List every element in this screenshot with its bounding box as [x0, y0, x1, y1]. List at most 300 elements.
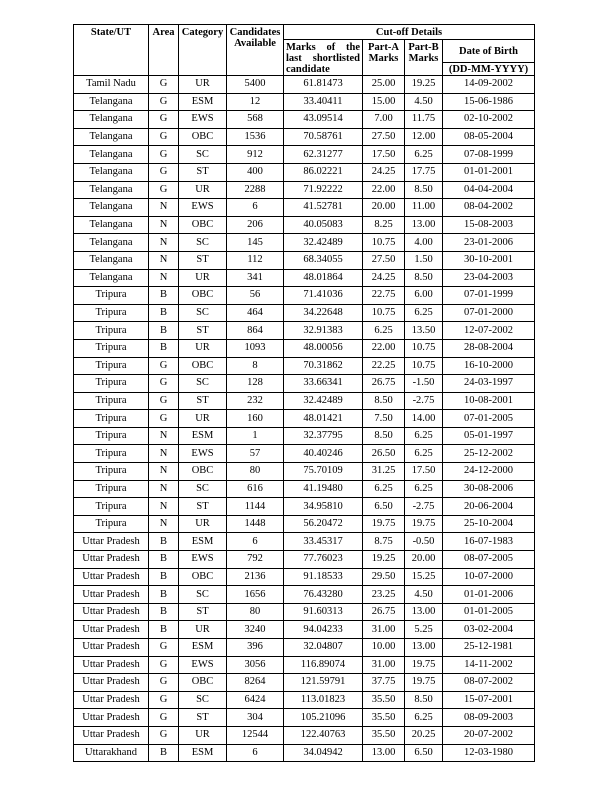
- dob-cell: 01-01-2001: [443, 163, 535, 181]
- state-cell: Tripura: [74, 427, 149, 445]
- part-b-cell: 19.25: [405, 76, 443, 94]
- area-cell: B: [149, 304, 179, 322]
- part-b-cell: 13.00: [405, 216, 443, 234]
- part-a-cell: 6.25: [363, 480, 405, 498]
- part-a-cell: 22.75: [363, 287, 405, 305]
- part-b-cell: 17.75: [405, 163, 443, 181]
- area-cell: G: [149, 76, 179, 94]
- area-cell: B: [149, 603, 179, 621]
- candidates-cell: 145: [227, 234, 284, 252]
- state-cell: Tamil Nadu: [74, 76, 149, 94]
- part-a-cell: 8.25: [363, 216, 405, 234]
- category-cell: UR: [179, 726, 227, 744]
- category-cell: UR: [179, 410, 227, 428]
- dob-cell: 01-01-2006: [443, 586, 535, 604]
- header-part-a: Part-A Marks: [363, 40, 405, 76]
- marks-cell: 61.81473: [284, 76, 363, 94]
- header-marks-cell: [284, 40, 363, 76]
- part-a-cell: 22.25: [363, 357, 405, 375]
- state-cell: Tripura: [74, 357, 149, 375]
- state-cell: Tripura: [74, 463, 149, 481]
- area-cell: G: [149, 709, 179, 727]
- area-cell: N: [149, 269, 179, 287]
- dob-cell: 30-10-2001: [443, 251, 535, 269]
- category-cell: ESM: [179, 639, 227, 657]
- part-b-cell: 8.50: [405, 691, 443, 709]
- table-row: [74, 515, 535, 533]
- category-cell: ST: [179, 498, 227, 516]
- part-a-cell: 35.50: [363, 691, 405, 709]
- marks-cell: 33.40411: [284, 93, 363, 111]
- category-cell: OBC: [179, 357, 227, 375]
- candidates-cell: 12544: [227, 726, 284, 744]
- candidates-cell: 396: [227, 639, 284, 657]
- part-a-cell: 8.50: [363, 392, 405, 410]
- marks-cell: 40.05083: [284, 216, 363, 234]
- table-row: [74, 674, 535, 692]
- marks-cell: 34.95810: [284, 498, 363, 516]
- dob-cell: 04-04-2004: [443, 181, 535, 199]
- candidates-cell: 1536: [227, 128, 284, 146]
- state-cell: Telangana: [74, 269, 149, 287]
- state-cell: Telangana: [74, 251, 149, 269]
- marks-cell: 32.42489: [284, 392, 363, 410]
- area-cell: B: [149, 621, 179, 639]
- candidates-cell: 128: [227, 375, 284, 393]
- state-cell: Uttar Pradesh: [74, 551, 149, 569]
- part-b-cell: 14.00: [405, 410, 443, 428]
- table-header: [74, 25, 535, 76]
- area-cell: G: [149, 181, 179, 199]
- candidates-cell: 6: [227, 533, 284, 551]
- state-cell: Uttar Pradesh: [74, 568, 149, 586]
- category-cell: ESM: [179, 427, 227, 445]
- candidates-cell: 341: [227, 269, 284, 287]
- table-row: [74, 181, 535, 199]
- candidates-cell: 80: [227, 603, 284, 621]
- candidates-cell: 1: [227, 427, 284, 445]
- table-row: [74, 639, 535, 657]
- part-b-cell: 20.00: [405, 551, 443, 569]
- part-a-cell: 35.50: [363, 709, 405, 727]
- dob-cell: 08-07-2005: [443, 551, 535, 569]
- part-a-cell: 6.50: [363, 498, 405, 516]
- part-a-cell: 24.25: [363, 163, 405, 181]
- dob-cell: 07-01-1999: [443, 287, 535, 305]
- marks-cell: 76.43280: [284, 586, 363, 604]
- dob-cell: 24-12-2000: [443, 463, 535, 481]
- area-cell: N: [149, 445, 179, 463]
- table-row: [74, 744, 535, 762]
- candidates-cell: 864: [227, 322, 284, 340]
- state-cell: Telangana: [74, 111, 149, 129]
- marks-cell: 48.01864: [284, 269, 363, 287]
- area-cell: G: [149, 392, 179, 410]
- part-b-cell: 6.25: [405, 480, 443, 498]
- header-dob: Date of Birth: [443, 40, 535, 63]
- state-cell: Tripura: [74, 445, 149, 463]
- part-a-cell: 37.75: [363, 674, 405, 692]
- table-row: [74, 111, 535, 129]
- state-cell: Uttar Pradesh: [74, 639, 149, 657]
- area-cell: N: [149, 427, 179, 445]
- category-cell: SC: [179, 691, 227, 709]
- marks-cell: 121.59791: [284, 674, 363, 692]
- area-cell: B: [149, 744, 179, 762]
- dob-cell: 07-01-2005: [443, 410, 535, 428]
- candidates-cell: 8264: [227, 674, 284, 692]
- area-cell: N: [149, 515, 179, 533]
- area-cell: G: [149, 656, 179, 674]
- dob-cell: 08-04-2002: [443, 199, 535, 217]
- category-cell: ST: [179, 251, 227, 269]
- area-cell: N: [149, 251, 179, 269]
- area-cell: G: [149, 128, 179, 146]
- category-cell: SC: [179, 304, 227, 322]
- state-cell: Telangana: [74, 93, 149, 111]
- marks-cell: 41.19480: [284, 480, 363, 498]
- area-cell: B: [149, 568, 179, 586]
- table-row: [74, 603, 535, 621]
- part-a-cell: 24.25: [363, 269, 405, 287]
- table-row: [74, 392, 535, 410]
- category-cell: ESM: [179, 93, 227, 111]
- candidates-cell: 400: [227, 163, 284, 181]
- candidates-cell: 616: [227, 480, 284, 498]
- candidates-cell: 464: [227, 304, 284, 322]
- state-cell: Uttar Pradesh: [74, 586, 149, 604]
- category-cell: EWS: [179, 656, 227, 674]
- marks-cell: 43.09514: [284, 111, 363, 129]
- table-row: [74, 498, 535, 516]
- marks-cell: 32.04807: [284, 639, 363, 657]
- state-cell: Uttar Pradesh: [74, 726, 149, 744]
- part-a-cell: 13.00: [363, 744, 405, 762]
- table-row: [74, 427, 535, 445]
- category-cell: ST: [179, 392, 227, 410]
- header-part-b: Part-B Marks: [405, 40, 443, 76]
- part-a-cell: 29.50: [363, 568, 405, 586]
- part-b-cell: 6.25: [405, 427, 443, 445]
- category-cell: OBC: [179, 674, 227, 692]
- table-row: [74, 709, 535, 727]
- area-cell: B: [149, 287, 179, 305]
- part-b-cell: 13.00: [405, 639, 443, 657]
- cutoff-document: [73, 24, 535, 762]
- category-cell: SC: [179, 375, 227, 393]
- category-cell: SC: [179, 586, 227, 604]
- table-row: [74, 128, 535, 146]
- area-cell: N: [149, 498, 179, 516]
- part-b-cell: 12.00: [405, 128, 443, 146]
- marks-cell: 48.00056: [284, 339, 363, 357]
- category-cell: SC: [179, 146, 227, 164]
- state-cell: Tripura: [74, 287, 149, 305]
- dob-cell: 12-07-2002: [443, 322, 535, 340]
- dob-cell: 07-01-2000: [443, 304, 535, 322]
- table-row: [74, 375, 535, 393]
- table-row: [74, 146, 535, 164]
- part-b-cell: 4.50: [405, 93, 443, 111]
- part-b-cell: 6.50: [405, 744, 443, 762]
- candidates-cell: 2288: [227, 181, 284, 199]
- category-cell: ST: [179, 709, 227, 727]
- part-a-cell: 20.00: [363, 199, 405, 217]
- table-row: [74, 93, 535, 111]
- dob-cell: 16-10-2000: [443, 357, 535, 375]
- marks-cell: 41.52781: [284, 199, 363, 217]
- dob-cell: 25-12-2002: [443, 445, 535, 463]
- part-b-cell: 1.50: [405, 251, 443, 269]
- part-b-cell: 17.50: [405, 463, 443, 481]
- dob-cell: 30-08-2006: [443, 480, 535, 498]
- candidates-cell: 57: [227, 445, 284, 463]
- category-cell: EWS: [179, 199, 227, 217]
- category-cell: UR: [179, 339, 227, 357]
- state-cell: Tripura: [74, 410, 149, 428]
- part-b-cell: 15.25: [405, 568, 443, 586]
- state-cell: Tripura: [74, 515, 149, 533]
- state-cell: Tripura: [74, 480, 149, 498]
- dob-cell: 12-03-1980: [443, 744, 535, 762]
- part-a-cell: 7.50: [363, 410, 405, 428]
- part-b-cell: 20.25: [405, 726, 443, 744]
- table-row: [74, 726, 535, 744]
- dob-cell: 23-04-2003: [443, 269, 535, 287]
- dob-cell: 08-09-2003: [443, 709, 535, 727]
- table-row: [74, 322, 535, 340]
- marks-cell: 122.40763: [284, 726, 363, 744]
- marks-cell: 71.92222: [284, 181, 363, 199]
- part-b-cell: 19.75: [405, 674, 443, 692]
- table-row: [74, 445, 535, 463]
- part-b-cell: 4.50: [405, 586, 443, 604]
- part-b-cell: -2.75: [405, 498, 443, 516]
- table-row: [74, 656, 535, 674]
- header-marks-line2: last shortlisted: [286, 52, 360, 64]
- part-b-cell: 13.50: [405, 322, 443, 340]
- state-cell: Telangana: [74, 199, 149, 217]
- category-cell: UR: [179, 621, 227, 639]
- category-cell: SC: [179, 234, 227, 252]
- marks-cell: 32.91383: [284, 322, 363, 340]
- part-b-cell: 19.75: [405, 656, 443, 674]
- header-marks-line1: Marks of the: [286, 41, 360, 53]
- marks-cell: 113.01823: [284, 691, 363, 709]
- part-a-cell: 31.25: [363, 463, 405, 481]
- header-candidates: Candidates Available: [227, 25, 284, 76]
- candidates-cell: 160: [227, 410, 284, 428]
- marks-cell: 62.31277: [284, 146, 363, 164]
- part-a-cell: 7.00: [363, 111, 405, 129]
- category-cell: UR: [179, 269, 227, 287]
- dob-cell: 23-01-2006: [443, 234, 535, 252]
- category-cell: UR: [179, 76, 227, 94]
- marks-cell: 94.04233: [284, 621, 363, 639]
- part-a-cell: 17.50: [363, 146, 405, 164]
- marks-cell: 32.42489: [284, 234, 363, 252]
- category-cell: EWS: [179, 445, 227, 463]
- marks-cell: 70.31862: [284, 357, 363, 375]
- state-cell: Uttar Pradesh: [74, 603, 149, 621]
- state-cell: Telangana: [74, 128, 149, 146]
- marks-cell: 68.34055: [284, 251, 363, 269]
- dob-cell: 25-10-2004: [443, 515, 535, 533]
- table-row: [74, 163, 535, 181]
- state-cell: Telangana: [74, 163, 149, 181]
- candidates-cell: 2136: [227, 568, 284, 586]
- area-cell: G: [149, 691, 179, 709]
- dob-cell: 14-09-2002: [443, 76, 535, 94]
- part-a-cell: 26.75: [363, 603, 405, 621]
- state-cell: Tripura: [74, 498, 149, 516]
- header-marks-line3: candidate: [286, 63, 330, 75]
- part-a-cell: 8.75: [363, 533, 405, 551]
- part-b-cell: -0.50: [405, 533, 443, 551]
- state-cell: Telangana: [74, 234, 149, 252]
- marks-cell: 32.37795: [284, 427, 363, 445]
- state-cell: Telangana: [74, 216, 149, 234]
- category-cell: ESM: [179, 533, 227, 551]
- state-cell: Uttar Pradesh: [74, 709, 149, 727]
- part-b-cell: 6.00: [405, 287, 443, 305]
- category-cell: OBC: [179, 128, 227, 146]
- marks-cell: 86.02221: [284, 163, 363, 181]
- category-cell: ST: [179, 163, 227, 181]
- dob-cell: 10-07-2000: [443, 568, 535, 586]
- part-b-cell: -1.50: [405, 375, 443, 393]
- candidates-cell: 56: [227, 287, 284, 305]
- dob-cell: 05-01-1997: [443, 427, 535, 445]
- table-row: [74, 568, 535, 586]
- area-cell: G: [149, 674, 179, 692]
- header-state: State/UT: [74, 25, 149, 76]
- part-b-cell: 10.75: [405, 339, 443, 357]
- candidates-cell: 12: [227, 93, 284, 111]
- part-a-cell: 6.25: [363, 322, 405, 340]
- candidates-cell: 304: [227, 709, 284, 727]
- state-cell: Tripura: [74, 322, 149, 340]
- table-row: [74, 621, 535, 639]
- category-cell: EWS: [179, 111, 227, 129]
- part-a-cell: 10.75: [363, 304, 405, 322]
- marks-cell: 33.66341: [284, 375, 363, 393]
- area-cell: N: [149, 463, 179, 481]
- category-cell: OBC: [179, 216, 227, 234]
- category-cell: UR: [179, 515, 227, 533]
- marks-cell: 91.18533: [284, 568, 363, 586]
- part-b-cell: 6.25: [405, 445, 443, 463]
- dob-cell: 20-07-2002: [443, 726, 535, 744]
- table-row: [74, 410, 535, 428]
- marks-cell: 48.01421: [284, 410, 363, 428]
- dob-cell: 15-07-2001: [443, 691, 535, 709]
- part-b-cell: 4.00: [405, 234, 443, 252]
- table-row: [74, 287, 535, 305]
- table-row: [74, 251, 535, 269]
- area-cell: G: [149, 93, 179, 111]
- dob-cell: 01-01-2005: [443, 603, 535, 621]
- header-area: Area: [149, 25, 179, 76]
- state-cell: Telangana: [74, 181, 149, 199]
- area-cell: G: [149, 410, 179, 428]
- dob-cell: 20-06-2004: [443, 498, 535, 516]
- part-a-cell: 10.00: [363, 639, 405, 657]
- header-category: Category: [179, 25, 227, 76]
- candidates-cell: 6424: [227, 691, 284, 709]
- candidates-cell: 3240: [227, 621, 284, 639]
- area-cell: B: [149, 586, 179, 604]
- category-cell: OBC: [179, 568, 227, 586]
- part-a-cell: 19.25: [363, 551, 405, 569]
- dob-cell: 28-08-2004: [443, 339, 535, 357]
- dob-cell: 16-07-1983: [443, 533, 535, 551]
- dob-cell: 08-05-2004: [443, 128, 535, 146]
- dob-cell: 10-08-2001: [443, 392, 535, 410]
- part-b-cell: -2.75: [405, 392, 443, 410]
- candidates-cell: 1448: [227, 515, 284, 533]
- category-cell: UR: [179, 181, 227, 199]
- table-row: [74, 357, 535, 375]
- marks-cell: 77.76023: [284, 551, 363, 569]
- part-a-cell: 23.25: [363, 586, 405, 604]
- marks-cell: 56.20472: [284, 515, 363, 533]
- part-a-cell: 31.00: [363, 621, 405, 639]
- part-b-cell: 10.75: [405, 357, 443, 375]
- marks-cell: 91.60313: [284, 603, 363, 621]
- part-b-cell: 5.25: [405, 621, 443, 639]
- table-row: [74, 480, 535, 498]
- candidates-cell: 206: [227, 216, 284, 234]
- dob-cell: 08-07-2002: [443, 674, 535, 692]
- area-cell: G: [149, 639, 179, 657]
- table-row: [74, 339, 535, 357]
- table-row: [74, 216, 535, 234]
- dob-cell: 15-08-2003: [443, 216, 535, 234]
- category-cell: ESM: [179, 744, 227, 762]
- part-a-cell: 26.75: [363, 375, 405, 393]
- area-cell: G: [149, 146, 179, 164]
- category-cell: OBC: [179, 463, 227, 481]
- area-cell: G: [149, 726, 179, 744]
- category-cell: OBC: [179, 287, 227, 305]
- table-row: [74, 691, 535, 709]
- part-b-cell: 8.50: [405, 181, 443, 199]
- part-a-cell: 10.75: [363, 234, 405, 252]
- candidates-cell: 8: [227, 357, 284, 375]
- candidates-cell: 5400: [227, 76, 284, 94]
- marks-cell: 33.45317: [284, 533, 363, 551]
- candidates-cell: 1656: [227, 586, 284, 604]
- candidates-cell: 568: [227, 111, 284, 129]
- header-cutoff-details: Cut-off Details: [284, 25, 535, 40]
- dob-cell: 02-10-2002: [443, 111, 535, 129]
- marks-cell: 71.41036: [284, 287, 363, 305]
- state-cell: Tripura: [74, 375, 149, 393]
- dob-cell: 03-02-2004: [443, 621, 535, 639]
- part-b-cell: 8.50: [405, 269, 443, 287]
- candidates-cell: 1144: [227, 498, 284, 516]
- part-a-cell: 15.00: [363, 93, 405, 111]
- area-cell: N: [149, 480, 179, 498]
- category-cell: ST: [179, 322, 227, 340]
- marks-cell: 105.21096: [284, 709, 363, 727]
- category-cell: SC: [179, 480, 227, 498]
- area-cell: B: [149, 533, 179, 551]
- part-a-cell: 8.50: [363, 427, 405, 445]
- table-row: [74, 551, 535, 569]
- part-a-cell: 19.75: [363, 515, 405, 533]
